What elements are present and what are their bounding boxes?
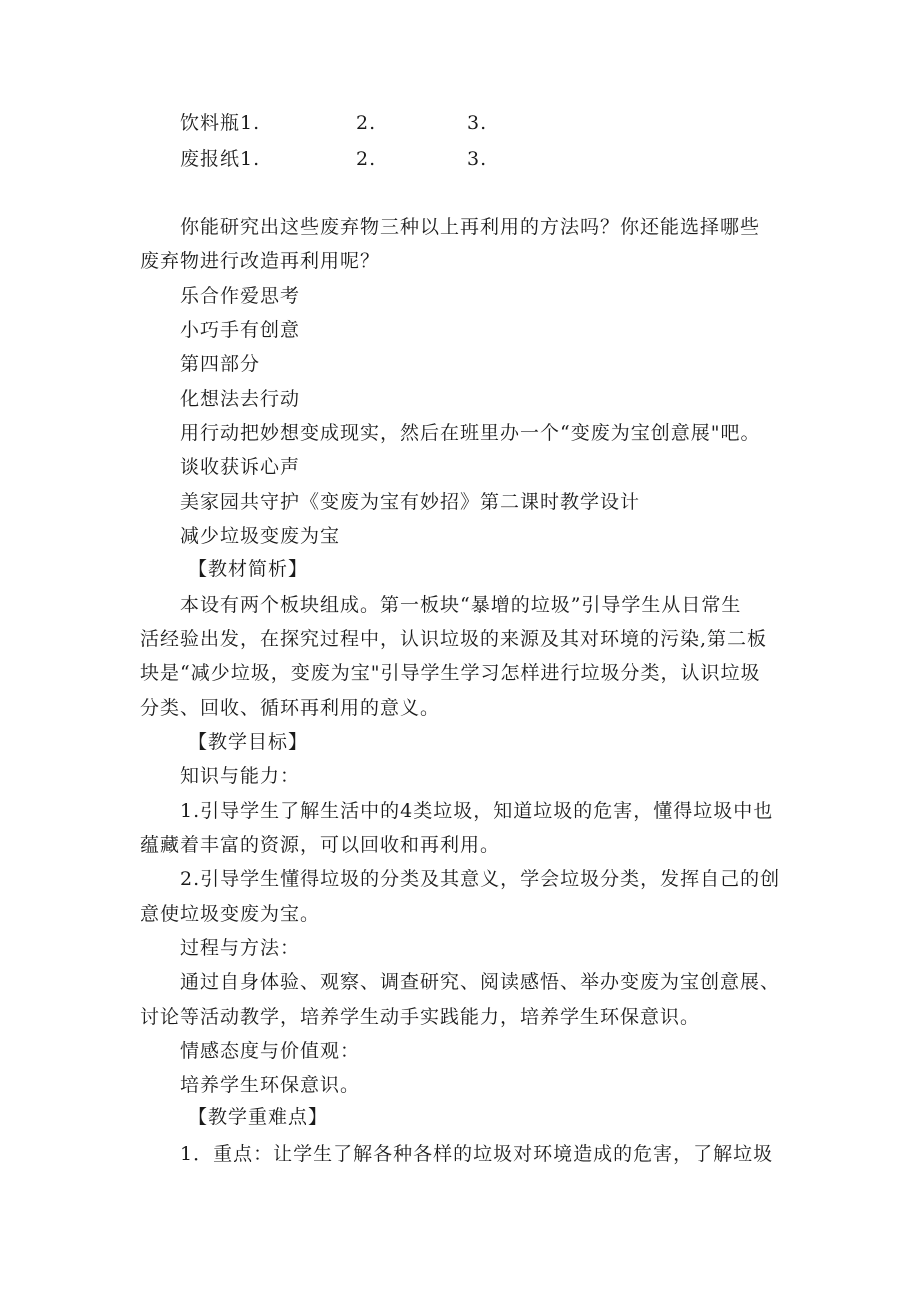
goal-process-2: 讨论等活动教学，培养学生动手实践能力，培养学生环保意识。 xyxy=(140,1006,701,1028)
goal-knowledge-2b: 意使垃圾变废为宝。 xyxy=(140,903,321,925)
section-teaching-goals: 【教学目标】 xyxy=(188,731,309,753)
analysis-line-1: 本设有两个板块组成。第一板块“暴增的垃圾”引导学生从日常生 xyxy=(180,594,742,616)
row-paper-col3: 3. xyxy=(467,148,488,170)
key-point-1: 1．重点：让学生了解各种各样的垃圾对环境造成的危害，了解垃圾 xyxy=(180,1143,774,1165)
goal-emotion-1: 培养学生环保意识。 xyxy=(180,1074,361,1096)
row-paper xyxy=(0,146,920,172)
question-line-1: 你能研究出这些废弃物三种以上再利用的方法吗？你还能选择哪些 xyxy=(180,216,761,238)
goal-knowledge-2a: 2.引导学生懂得垃圾的分类及其意义，学会垃圾分类，发挥自己的创 xyxy=(180,868,781,890)
row-bottle xyxy=(0,110,920,136)
question-line-2: 废弃物进行改造再利用呢？ xyxy=(140,250,381,272)
heading-action: 化想法去行动 xyxy=(180,388,301,410)
goal-process-1: 通过自身体验、观察、调查研究、阅读感悟、举办变废为宝创意展、 xyxy=(180,971,781,993)
analysis-line-4: 分类、回收、循环再利用的意义。 xyxy=(140,697,441,719)
row-paper-label: 废报纸1. xyxy=(180,148,261,170)
row-paper-col2: 2. xyxy=(356,148,377,170)
goal-knowledge-heading: 知识与能力： xyxy=(180,765,301,787)
heading-cooperate: 乐合作爱思考 xyxy=(180,285,301,307)
row-bottle-col2: 2. xyxy=(356,112,377,134)
heading-part-four: 第四部分 xyxy=(180,353,261,375)
goal-process-heading: 过程与方法： xyxy=(180,937,301,959)
goal-knowledge-1a: 1.引导学生了解生活中的4类垃圾，知道垃圾的危害，懂得垃圾中也 xyxy=(180,800,774,822)
heading-creative: 小巧手有创意 xyxy=(180,319,301,341)
section-textbook-analysis: 【教材简析】 xyxy=(188,558,309,580)
lesson-subtitle: 减少垃圾变废为宝 xyxy=(180,525,341,547)
analysis-line-2: 活经验出发，在探究过程中，认识垃圾的来源及其对环境的污染,第二板 xyxy=(140,628,768,650)
heading-harvest: 谈收获诉心声 xyxy=(180,456,301,478)
row-bottle-col3: 3. xyxy=(467,112,488,134)
goal-knowledge-1b: 蕴藏着丰富的资源，可以回收和再利用。 xyxy=(140,834,501,856)
section-key-points: 【教学重难点】 xyxy=(188,1106,329,1128)
goal-emotion-heading: 情感态度与价值观： xyxy=(180,1040,361,1062)
row-bottle-label: 饮料瓶1. xyxy=(180,112,261,134)
lesson-title: 美家园共守护《变废为宝有妙招》第二课时教学设计 xyxy=(180,491,641,513)
action-paragraph: 用行动把妙想变成现实，然后在班里办一个“变废为宝创意展"吧。 xyxy=(180,422,761,444)
analysis-line-3: 块是“减少垃圾，变废为宝"引导学生学习怎样进行垃圾分类，认识垃圾 xyxy=(140,662,761,684)
